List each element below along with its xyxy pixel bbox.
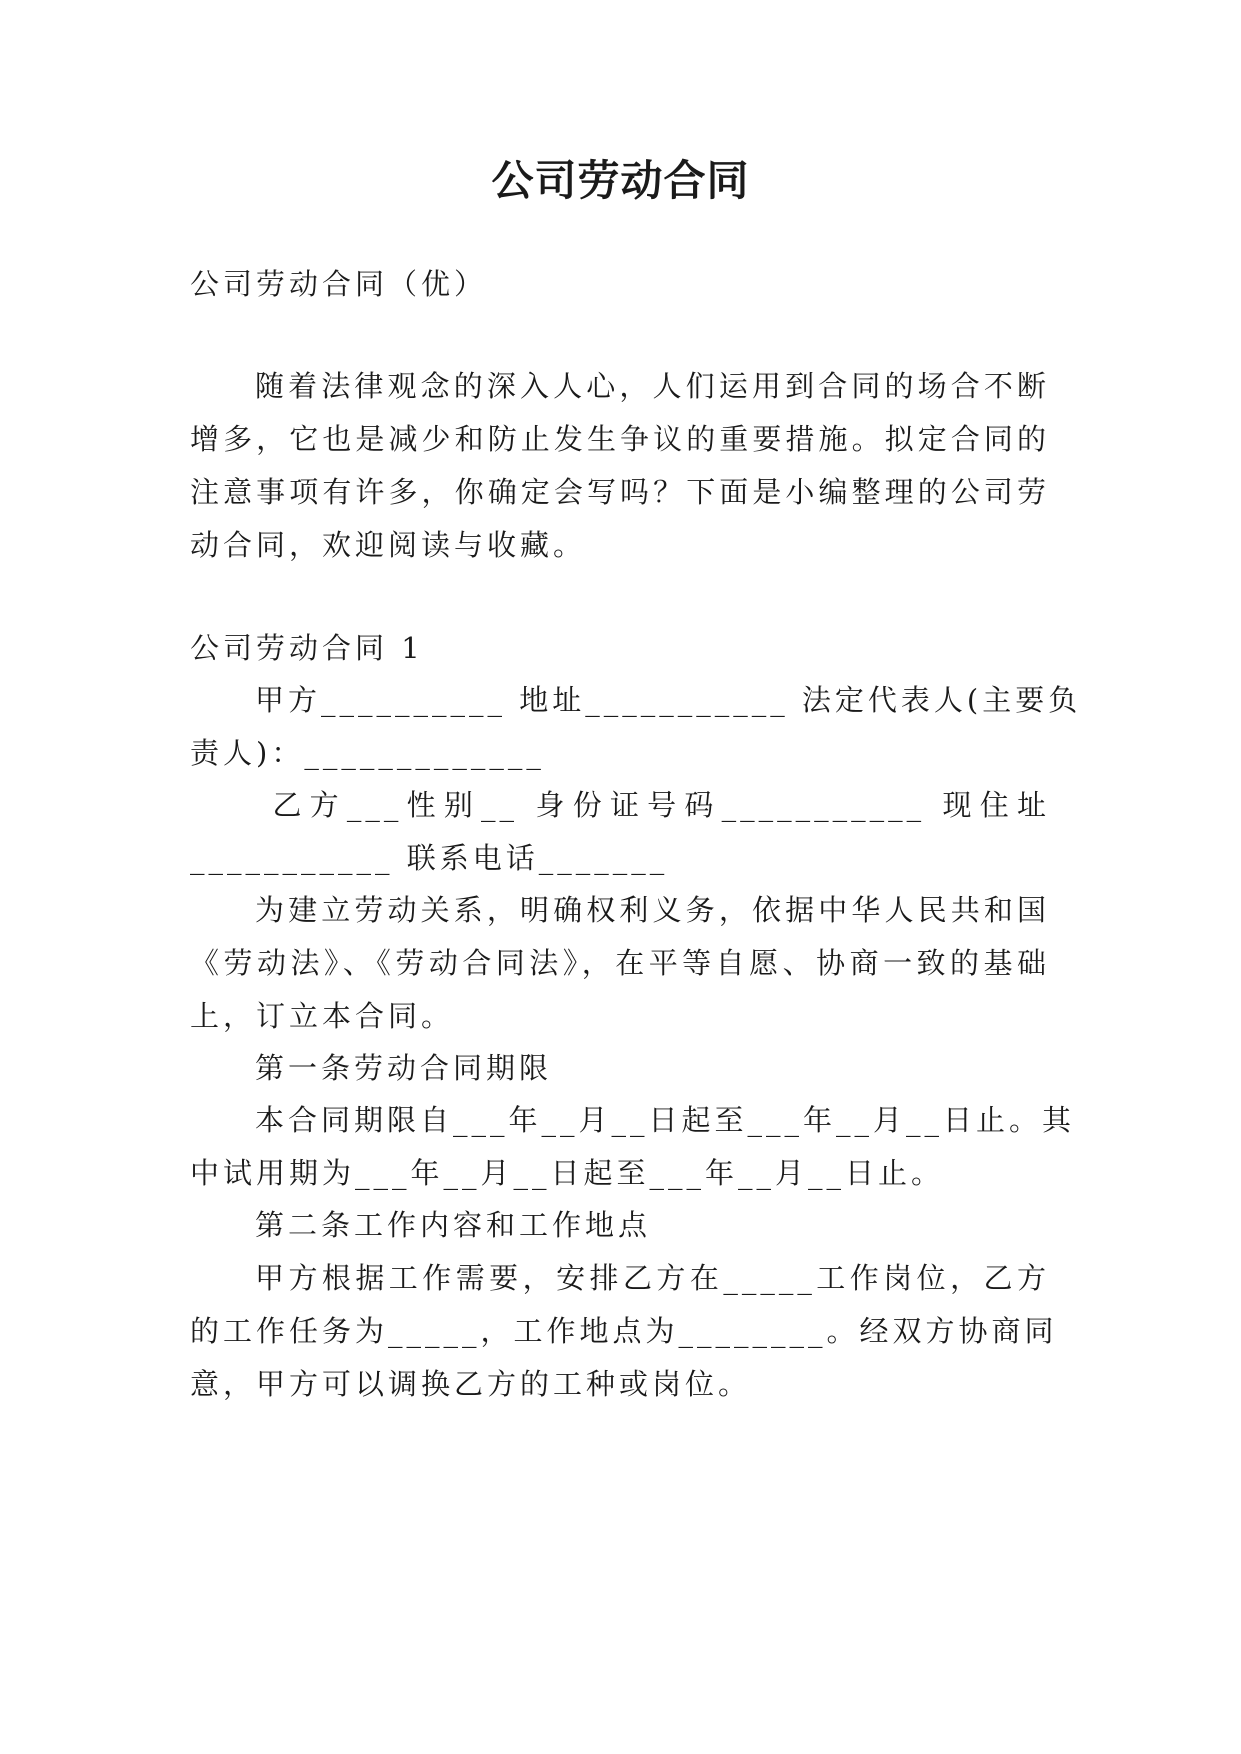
article-1-heading: 第一条劳动合同期限: [255, 1051, 553, 1085]
basis-line: 《劳动法》、《劳动合同法》，在平等自愿、协商一致的基础: [190, 946, 1050, 980]
document-subtitle: 公司劳动合同（优）: [190, 267, 488, 301]
article-2-line: 的工作任务为_____，工作地点为________。经双方协商同: [190, 1314, 1058, 1348]
party-a-line: 甲方__________ 地址___________ 法定代表人(主要负: [255, 683, 1082, 717]
intro-line: 动合同，欢迎阅读与收藏。: [190, 528, 587, 562]
contract-heading: 公司劳动合同 1: [190, 631, 424, 665]
basis-line: 上，订立本合同。: [190, 999, 455, 1033]
intro-line: 增多，它也是减少和防止发生争议的重要措施。拟定合同的: [190, 422, 1050, 456]
document-title: 公司劳动合同: [491, 156, 750, 205]
party-a-line: 责人)：_____________: [190, 736, 545, 770]
article-2-heading: 第二条工作内容和工作地点: [255, 1208, 652, 1242]
party-b-line: ___________ 联系电话_______: [190, 841, 669, 875]
intro-line: 随着法律观念的深入人心，人们运用到合同的场合不断: [255, 369, 1050, 403]
article-1-line: 本合同期限自___年__月__日起至___年__月__日止。其: [255, 1103, 1076, 1137]
article-1-line: 中试用期为___年__月__日起至___年__月__日止。: [190, 1156, 945, 1190]
party-b-line: 乙方___性别__ 身份证号码___________ 现住址: [255, 788, 1050, 822]
article-2-line: 意，甲方可以调换乙方的工种或岗位。: [190, 1367, 752, 1401]
intro-line: 注意事项有许多，你确定会写吗？下面是小编整理的公司劳: [190, 475, 1050, 509]
basis-line: 为建立劳动关系，明确权利义务，依据中华人民共和国: [255, 893, 1050, 927]
article-2-line: 甲方根据工作需要，安排乙方在_____工作岗位，乙方: [255, 1261, 1050, 1295]
